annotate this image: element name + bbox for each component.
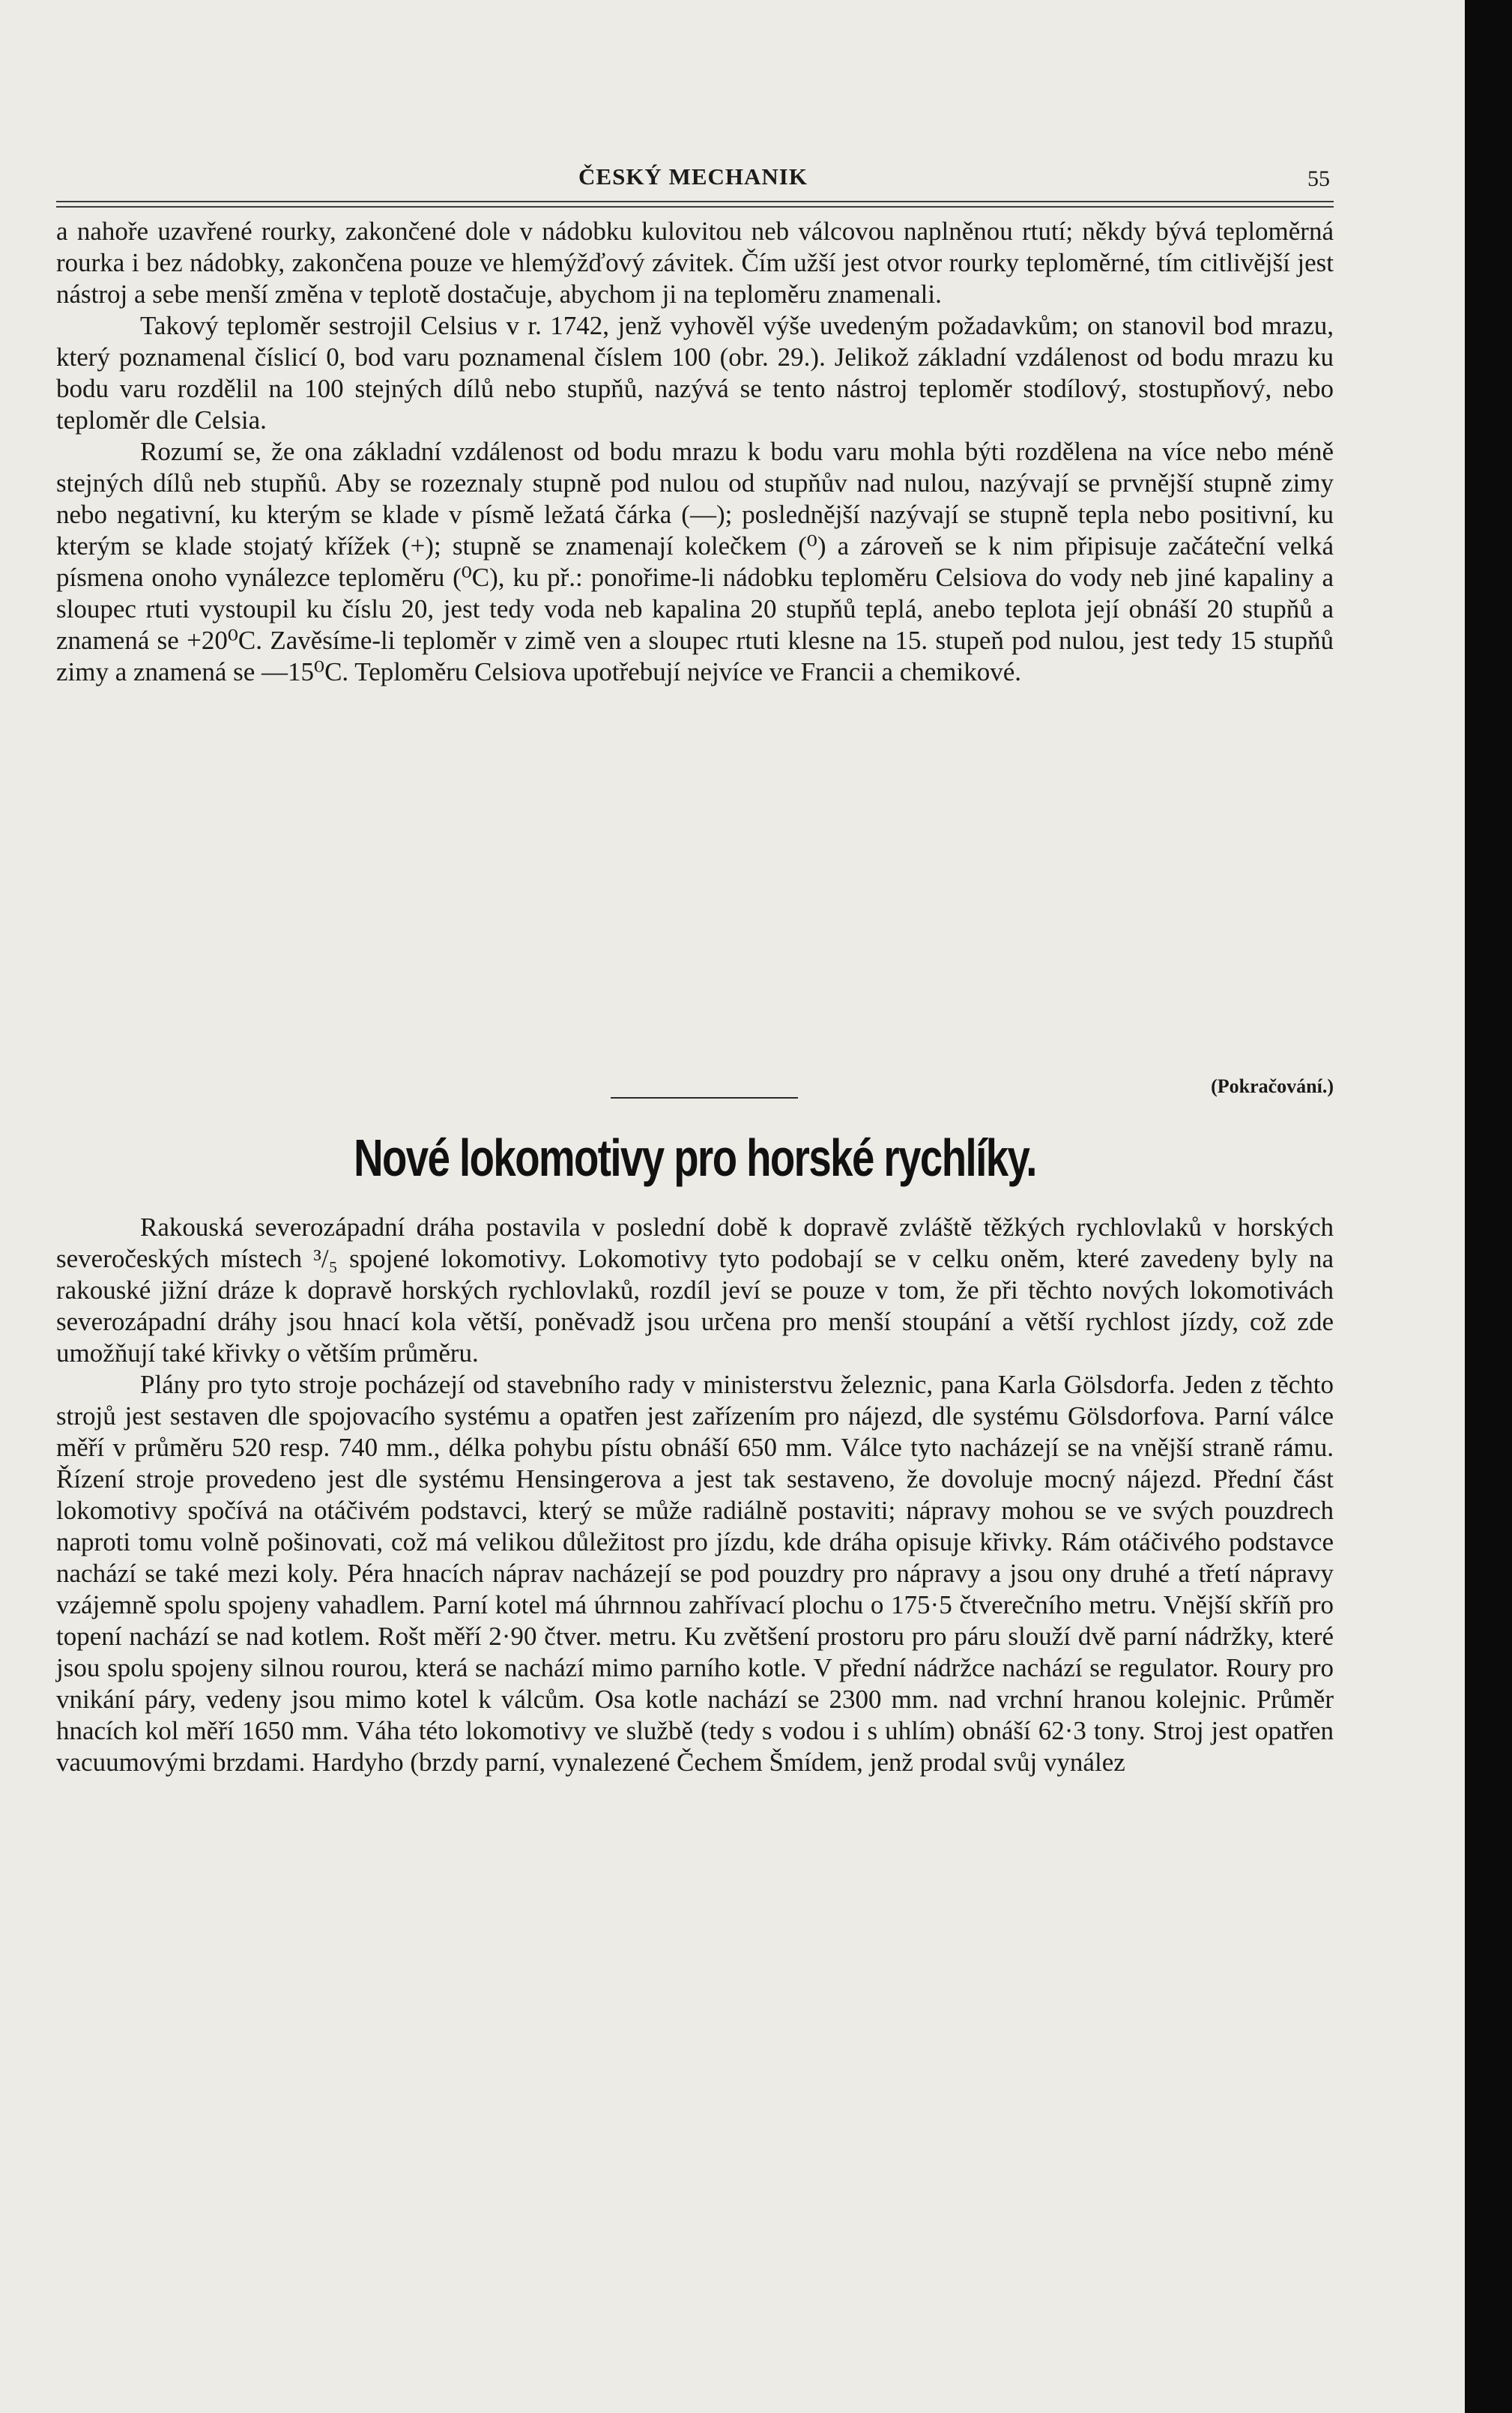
header-rule [56,201,1334,202]
page-header [56,163,1330,193]
scan-border [1465,0,1512,2413]
page-number: 55 [1307,166,1330,191]
paragraph: Takový teploměr sestrojil Celsius v r. 1742, jenž vyhověl výše uvedeným požadavkům; on stanovil bod mrazu, který poznamenal číslicí 0, bod varu poznamenal číslem 100 (obr. 29.). Jelikož základní vzdálenost od bodu mrazu ku bodu varu rozdělil na 100 stejných dílů nebo stupňů, nazývá se tento nástroj teploměr stodílový, stostupňový, nebo teploměr dle Celsia. [56,311,1334,435]
header-rule-double [56,206,1334,208]
paragraph: Plány pro tyto stroje pocházejí od stavebního rady v ministerstvu železnic, pana Karla Gölsdorfa. Jeden z těchto strojů jest sestaven dle spojovacího systému a opatřen jest zařízením pro nájezd, dle systému Gölsdorfova. Parní válce měří v průměru 520 resp. 740 mm., délka pohybu pístu obnáší 650 mm. Válce tyto nacházejí se na vnější straně rámu. Řízení stroje provedeno jest dle systému Hensingerova a jest tak sestaveno, že dovoluje mocný nájezd. Přední část lokomotivy spočívá na otáčivém podstavci, který se může radiálně postaviti; nápravy mohou se ve svých pouzdrech naproti tomu volně pošinovati, což má velikou důležitost pro jízdu, kde dráha opisuje křivky. Rám otáčivého podstavce nachází se také mezi koly. Péra hnacích náprav nacházejí se pod pouzdry pro nápravy a jsou ony druhé a třetí nápravy vzájemně spolu spojeny vahadlem. Parní kotel má úhrnnou zahřívací plochu o 175·5 čtverečního metru. Vnější skříň pro topení nachází se nad kotlem. Rošt měří 2·90 čtver. metru. Ku zvětšení prostoru pro páru slouží dvě parní nádržky, které jsou spolu spojeny silnou rourou, která se nachází mimo parního kotle. V přední nádržce nachází se regulator. Roury pro vnikání páry, vedeny jsou mimo kotel k válcům. Osa kotle nachází se 2300 mm. nad vrchní hranou kolejnic. Průměr hnacích kol měří 1650 mm. Váha této lokomotivy ve službě (tedy s vodou i s uhlím) obnáší 62·3 tony. Stroj jest opatřen vacuumovými brzdami. Hardyho (brzdy parní, vynalezené Čechem Šmídem, jenž prodal svůj vynález [56,1370,1334,1777]
paragraph: Rakouská severozápadní dráha postavila v poslední době k dopravě zvláště těžkých rychlovlaků v horských severočeských místech ³/₅ spojené lokomotivy. Lokomotivy tyto podobají se v celku oněm, které zavedeny byly na rakouské jižní dráze k dopravě horských rychlovlaků, rozdíl jeví se pouze v tom, že při těchto nových lokomotivách severozápadní dráhy jsou hnací kola větší, poněvadž jsou určena pro menší stoupání a větší rychlost jízdy, což zde umožňují také křivky o větším průměru. [56,1212,1334,1368]
running-title: ČESKÝ MECHANIK [578,163,808,190]
article-locomotives [56,1212,1334,1778]
article-thermometer [56,216,1334,688]
paragraph: Rozumí se, že ona základní vzdálenost od bodu mrazu k bodu varu mohla býti rozdělena na více nebo méně stejných dílů neb stupňů. Aby se rozeznaly stupně pod nulou od stupňův nad nulou, nazývají se prvnější stupně zimy nebo negativní, ku kterým se klade v písmě ležatá čárka (—); poslednější nazývají se stupně tepla nebo positivní, ku kterým se klade stojatý křížek (+); stupně se znamenají kolečkem (⁰) a zároveň se k nim připisuje začáteční velká písmena onoho vynálezce teploměru (⁰C), ku př.: ponořime-li nádobku teploměru Celsiova do vody neb jiné kapaliny a sloupec rtuti vystoupil ku číslu 20, jest tedy voda neb kapalina 20 stupňů teplá, anebo teplota její obnáší 20 stupňů a znamená se +20⁰C. Zavěsíme-li teploměr v zimě ven a sloupec rtuti klesne na 15. stupeň pod nulou, jest tedy 15 stupňů zimy a znamená se —15⁰C. Teploměru Celsiova upotřebují nejvíce ve Francii a chemikové. [56,437,1334,686]
continuation-note: (Pokračování.) [1211,1075,1334,1097]
section-divider [611,1097,798,1099]
paragraph: a nahoře uzavřené rourky, zakončené dole v nádobku kulovitou neb válcovou naplněnou rtutí; někdy bývá teploměrná rourka i bez nádobky, zakončena pouze ve hlemýžďový závitek. Čím užší jest otvor rourky teploměrné, tím citlivější jest nástroj a sebe menší změna v teplotě dostačuje, abychom ji na teploměru znamenali. [56,217,1334,309]
article-heading: Nové lokomotivy pro horské rychlíky. [354,1129,1036,1187]
